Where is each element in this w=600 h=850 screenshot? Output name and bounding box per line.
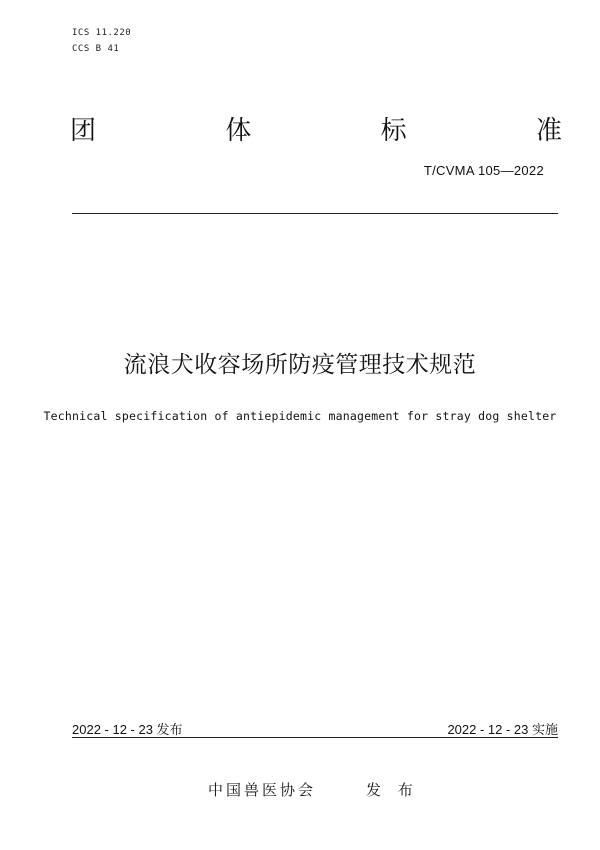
document-title-english: Technical specification of antiepidemic management for stray dog shelter xyxy=(43,409,557,423)
standard-type-char-3: 标 xyxy=(380,116,407,146)
standard-type-char-2: 体 xyxy=(225,116,252,146)
standard-type-char-4: 准 xyxy=(535,116,562,146)
ics-code: ICS 11.220 xyxy=(72,28,132,38)
ccs-code: CCS B 41 xyxy=(72,44,120,54)
standard-code: T/CVMA 105—2022 xyxy=(423,163,544,178)
document-title-chinese: 流浪犬收容场所防疫管理技术规范 xyxy=(123,352,477,378)
top-divider xyxy=(72,213,558,214)
implement-date: 2022 - 12 - 23 实施 xyxy=(447,722,558,737)
publish-label: 发 布 xyxy=(366,781,419,799)
publish-date: 2022 - 12 - 23 发布 xyxy=(72,722,183,737)
standard-type-heading xyxy=(70,114,562,148)
publisher-name: 中国兽医协会 xyxy=(208,781,317,799)
standard-type-char-1: 团 xyxy=(70,116,97,146)
bottom-divider xyxy=(72,737,558,738)
